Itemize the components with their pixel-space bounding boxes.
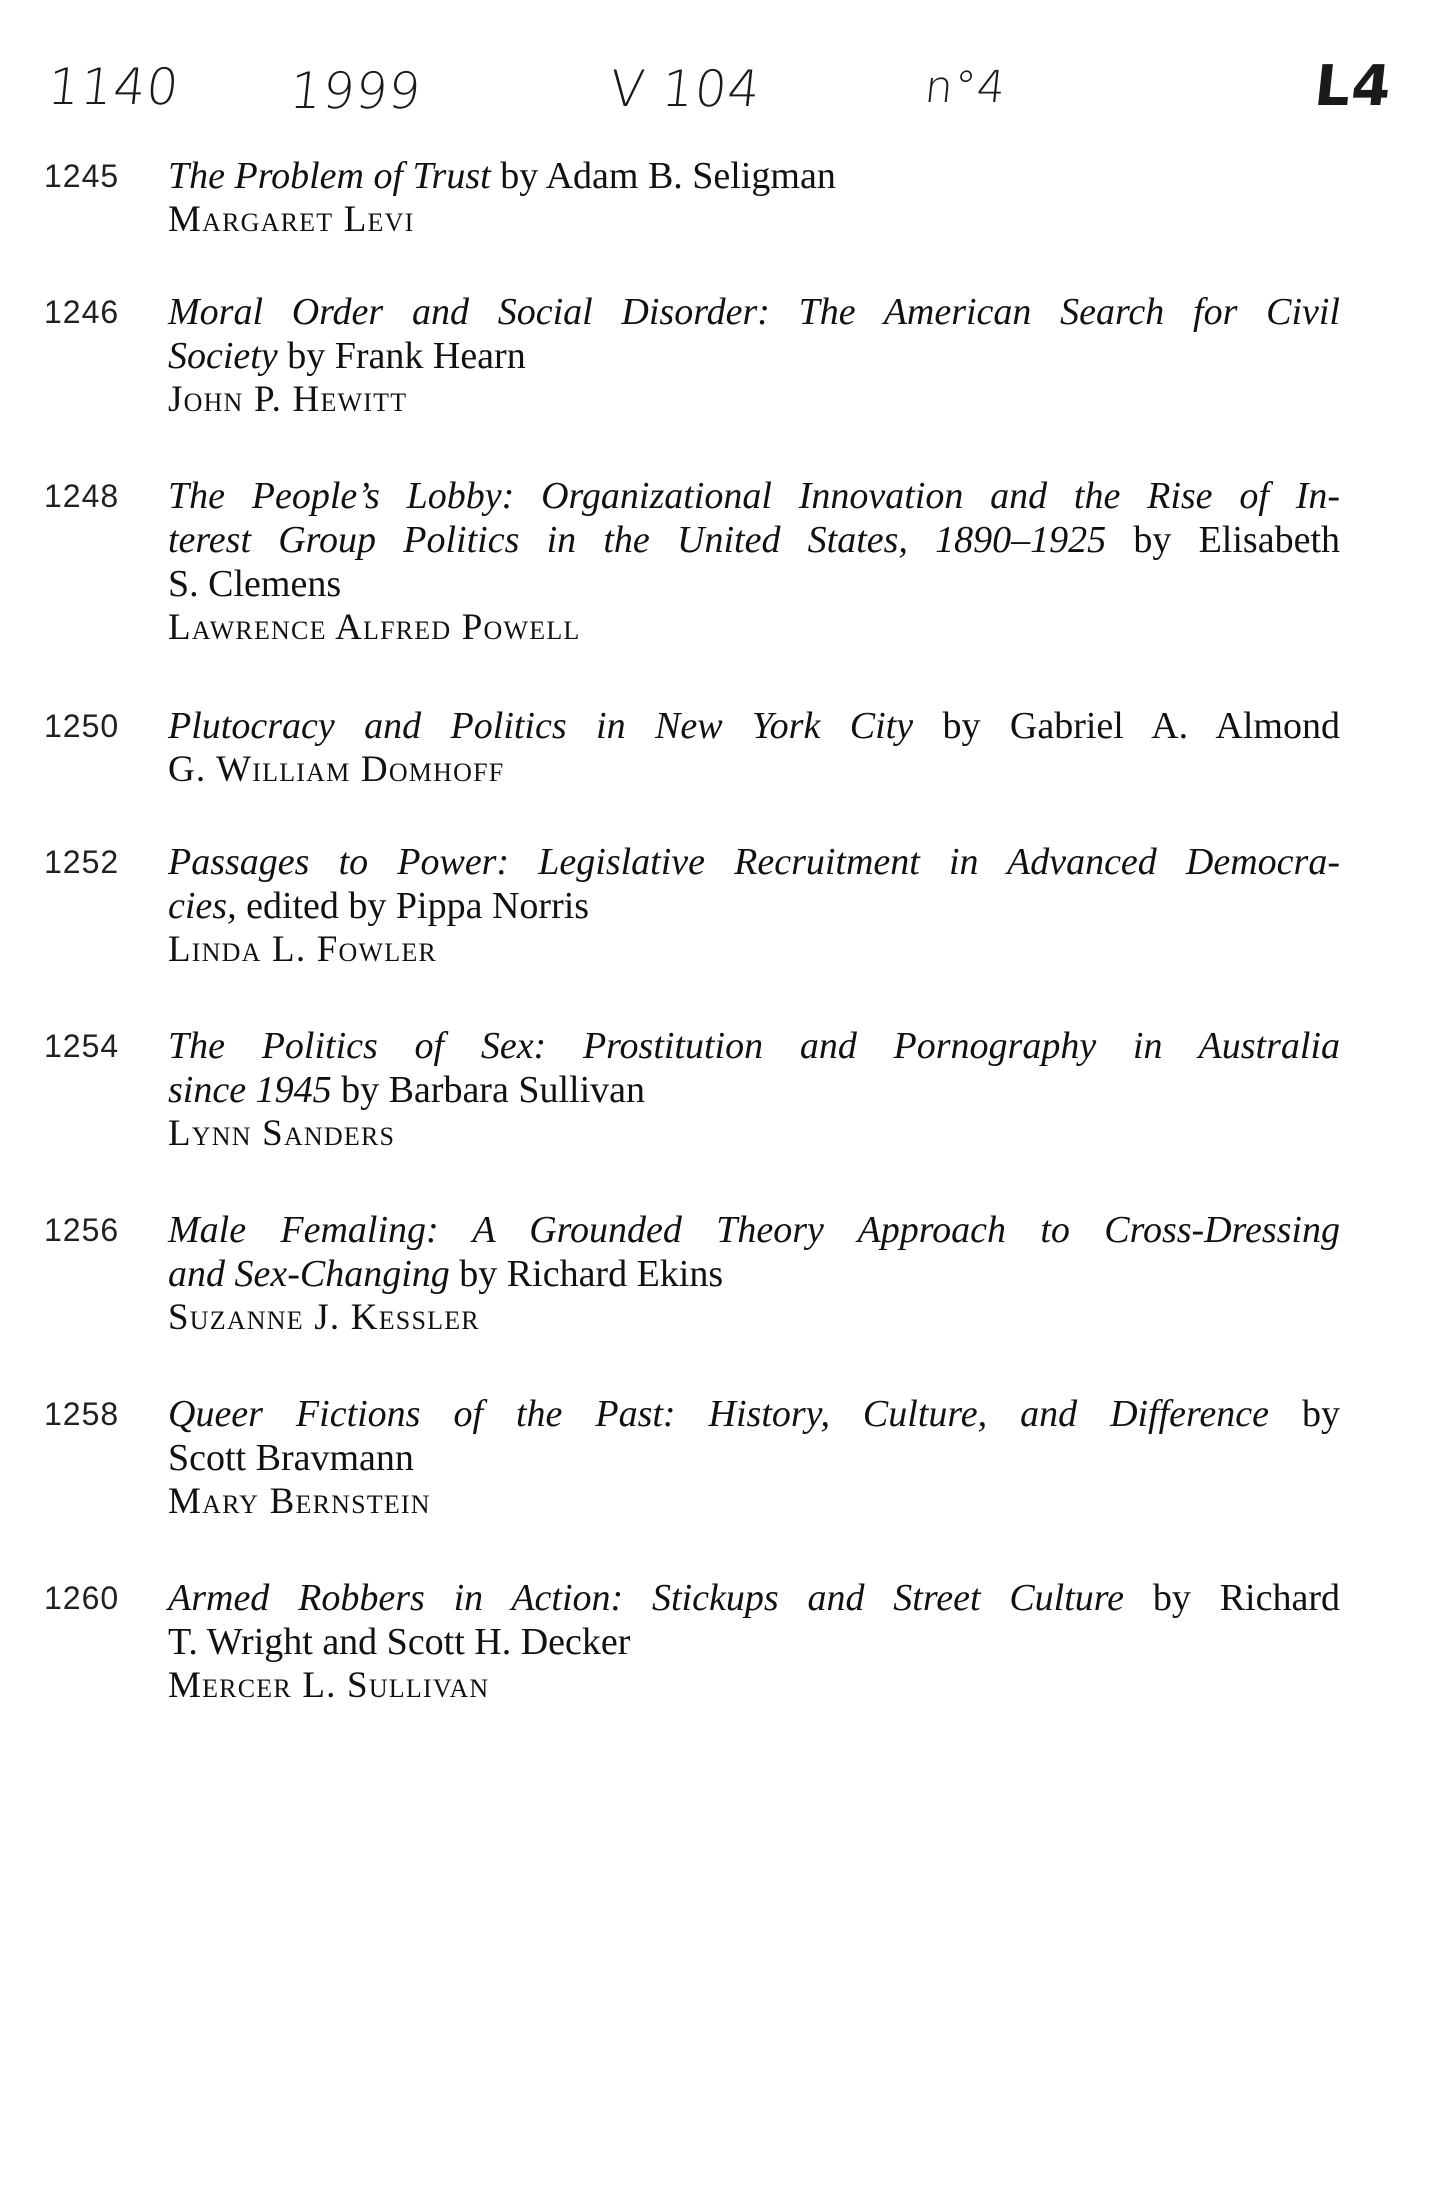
citation-line bbox=[168, 1252, 1340, 1296]
entry-body bbox=[168, 290, 1340, 422]
book-author: by Richard bbox=[1124, 1577, 1340, 1619]
handwritten-note-5: L4 bbox=[1311, 54, 1396, 119]
citation-line bbox=[168, 1068, 1340, 1112]
book-author: by Elisabeth bbox=[1106, 519, 1341, 561]
book-author: by Barbara Sullivan bbox=[331, 1069, 646, 1111]
citation-line bbox=[168, 154, 1340, 198]
handwritten-note-3: V 104 bbox=[606, 60, 764, 118]
page-number: 1252 bbox=[44, 844, 120, 880]
page-number: 1250 bbox=[44, 708, 120, 744]
book-author: Scott Bravmann bbox=[168, 1437, 414, 1479]
reviewer-name: Mary Bernstein bbox=[168, 1481, 431, 1522]
book-title: terest Group Politics in the United States, 1890–1925 bbox=[168, 519, 1107, 561]
book-title: cies, bbox=[168, 885, 237, 927]
reviewer-name: Mercer L. Sullivan bbox=[168, 1665, 490, 1706]
book-title: Plutocracy and Politics in New York City bbox=[168, 705, 914, 747]
page-number: 1248 bbox=[44, 478, 120, 514]
page-number: 1254 bbox=[44, 1028, 120, 1064]
book-title: and Sex-Changing bbox=[168, 1253, 450, 1295]
book-title: Moral Order and Social Disorder: The American Search for Civil bbox=[168, 291, 1340, 333]
book-title: The People’s Lobby: Organizational Innovation and the Rise of In- bbox=[168, 475, 1340, 517]
citation-line bbox=[168, 334, 1340, 378]
citation-line bbox=[168, 884, 1340, 928]
citation-line bbox=[168, 1024, 1340, 1068]
book-title: since 1945 bbox=[168, 1069, 332, 1111]
reviewer-name: John P. Hewitt bbox=[168, 379, 408, 420]
entry-body bbox=[168, 1208, 1340, 1340]
handwritten-note-4: n°4 bbox=[922, 62, 1009, 113]
book-author: T. Wright and Scott H. Decker bbox=[168, 1621, 631, 1663]
reviewer-name: Lynn Sanders bbox=[168, 1113, 396, 1154]
entry-body bbox=[168, 1392, 1340, 1524]
citation-line bbox=[168, 562, 1340, 606]
page-number: 1245 bbox=[44, 158, 120, 194]
citation-line bbox=[168, 704, 1340, 748]
reviewer-name: G. William Domhoff bbox=[168, 749, 505, 790]
reviewer-name: Suzanne J. Kessler bbox=[168, 1297, 480, 1338]
reviewer-name: Margaret Levi bbox=[168, 199, 415, 240]
page-number: 1260 bbox=[44, 1580, 120, 1616]
handwritten-note-1: 1140 bbox=[44, 58, 183, 116]
citation-line bbox=[168, 1576, 1340, 1620]
book-author: edited by Pippa Norris bbox=[236, 885, 590, 927]
book-title: Queer Fictions of the Past: History, Culture, and Difference bbox=[168, 1393, 1270, 1435]
citation-line bbox=[168, 1208, 1340, 1252]
book-title: Armed Robbers in Action: Stickups and Street Culture bbox=[168, 1577, 1125, 1619]
citation-line bbox=[168, 290, 1340, 334]
page-number: 1258 bbox=[44, 1396, 120, 1432]
book-author: S. Clemens bbox=[168, 563, 342, 605]
book-author: by Gabriel A. Almond bbox=[913, 705, 1340, 747]
entry-body bbox=[168, 704, 1340, 792]
citation-line bbox=[168, 1620, 1340, 1664]
book-author: by bbox=[1269, 1393, 1341, 1435]
citation-line bbox=[168, 474, 1340, 518]
citation-line bbox=[168, 840, 1340, 884]
reviewer-name: Lawrence Alfred Powell bbox=[168, 607, 581, 648]
page-number: 1256 bbox=[44, 1212, 120, 1248]
book-title: Society bbox=[168, 335, 278, 377]
book-title: Male Femaling: A Grounded Theory Approach to Cross-Dressing bbox=[168, 1209, 1340, 1251]
book-author: by Frank Hearn bbox=[277, 335, 526, 377]
citation-line bbox=[168, 518, 1340, 562]
reviewer-name: Linda L. Fowler bbox=[168, 929, 437, 970]
book-title: The Politics of Sex: Prostitution and Pornography in Australia bbox=[168, 1025, 1340, 1067]
citation-line bbox=[168, 1436, 1340, 1480]
book-author: by Richard Ekins bbox=[449, 1253, 724, 1295]
page-number: 1246 bbox=[44, 294, 120, 330]
entry-body bbox=[168, 840, 1340, 972]
citation-line bbox=[168, 1392, 1340, 1436]
entry-body bbox=[168, 1576, 1340, 1708]
handwritten-note-2: 1999 bbox=[286, 62, 425, 120]
book-title: The Problem of Trust bbox=[168, 155, 491, 197]
book-author: by Adam B. Seligman bbox=[490, 155, 836, 197]
entry-body bbox=[168, 1024, 1340, 1156]
book-title: Passages to Power: Legislative Recruitment in Advanced Democra- bbox=[168, 841, 1340, 883]
entry-body bbox=[168, 154, 1340, 242]
entry-body bbox=[168, 474, 1340, 650]
